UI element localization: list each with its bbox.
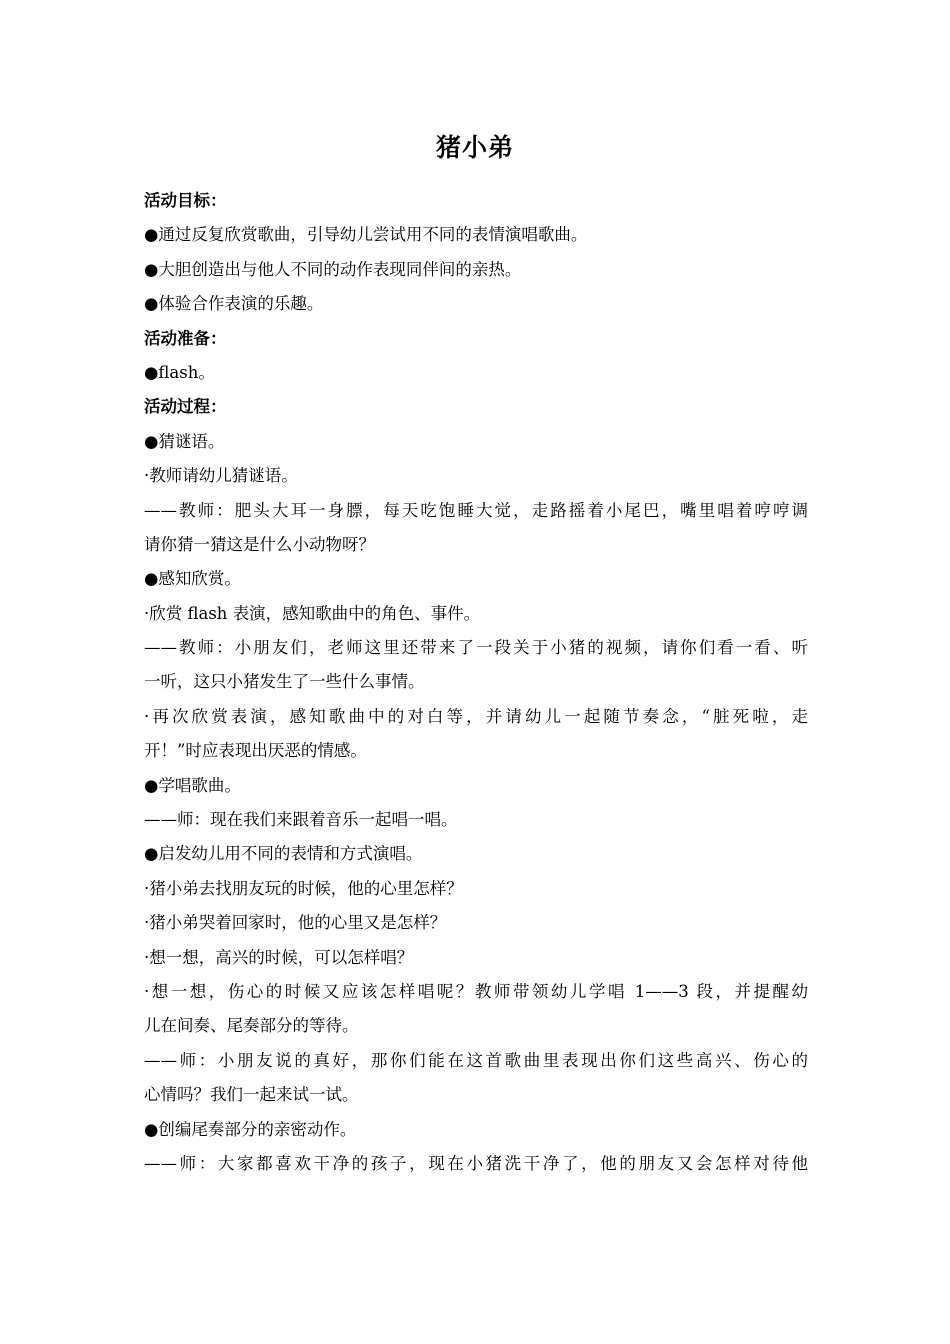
paragraph-line: ——师：小朋友说的真好，那你们能在这首歌曲里表现出你们这些高兴、伤心的 bbox=[144, 1050, 808, 1070]
paragraph-line: ——师：现在我们来跟着音乐一起唱一唱。 bbox=[144, 810, 458, 830]
paragraph-line: 儿在间奏、尾奏部分的等待。 bbox=[144, 1016, 359, 1036]
paragraph-line: ——教师：小朋友们，老师这里还带来了一段关于小猪的视频，请你们看一看、听 bbox=[144, 638, 808, 658]
paragraph-line: ●启发幼儿用不同的表情和方式演唱。 bbox=[144, 844, 423, 864]
paragraph-line: ●创编尾奏部分的亲密动作。 bbox=[144, 1119, 357, 1139]
paragraph-line: ●学唱歌曲。 bbox=[144, 775, 241, 795]
paragraph-line: 请你猜一猜这是什么小动物呀？ bbox=[144, 534, 375, 554]
section-heading: 活动目标： bbox=[144, 191, 227, 210]
paragraph-line: ●感知欣赏。 bbox=[144, 569, 241, 589]
paragraph-line: ●体验合作表演的乐趣。 bbox=[144, 294, 324, 314]
paragraph-line: ●猜谜语。 bbox=[144, 431, 225, 451]
paragraph-line: ——教师：肥头大耳一身膘，每天吃饱睡大觉，走路摇着小尾巴，嘴里唱着哼哼调 bbox=[144, 500, 808, 520]
paragraph-line: ·欣赏 flash 表演，感知歌曲中的角色、事件。 bbox=[144, 603, 481, 623]
paragraph-line: ·猪小弟哭着回家时，他的心里又是怎样？ bbox=[144, 913, 447, 933]
paragraph-line: ——师：大家都喜欢干净的孩子，现在小猪洗干净了，他的朋友又会怎样对待他 bbox=[144, 1153, 808, 1173]
paragraph-line: ·教师请幼儿猜谜语。 bbox=[144, 466, 298, 486]
section-heading: 活动准备： bbox=[144, 328, 227, 348]
section-heading: 活动过程： bbox=[144, 397, 227, 417]
paragraph-line: 心情吗？我们一起来试一试。 bbox=[144, 1085, 359, 1105]
paragraph-line: ·想一想，高兴的时候，可以怎样唱？ bbox=[144, 947, 414, 967]
document-body bbox=[144, 184, 808, 1181]
paragraph-line: ●通过反复欣赏歌曲，引导幼儿尝试用不同的表情演唱歌曲。 bbox=[144, 225, 588, 245]
document-title: 猪小弟 bbox=[435, 133, 514, 162]
paragraph-line: 一听，这只小猪发生了一些什么事情。 bbox=[144, 672, 425, 692]
paragraph-line: ●大胆创造出与他人不同的动作表现同伴间的亲热。 bbox=[144, 259, 522, 279]
paragraph-line: ·猪小弟去找朋友玩的时候，他的心里怎样？ bbox=[144, 878, 463, 898]
paragraph-line: ·想一想，伤心的时候又应该怎样唱呢？教师带领幼儿学唱 1——3 段，并提醒幼 bbox=[144, 981, 808, 1001]
paragraph-line: 开！”时应表现出厌恶的情感。 bbox=[144, 741, 367, 761]
paragraph-line: ●flash。 bbox=[144, 362, 215, 382]
paragraph-line: ·再次欣赏表演，感知歌曲中的对白等，并请幼儿一起随节奏念，“脏死啦，走 bbox=[144, 706, 808, 726]
